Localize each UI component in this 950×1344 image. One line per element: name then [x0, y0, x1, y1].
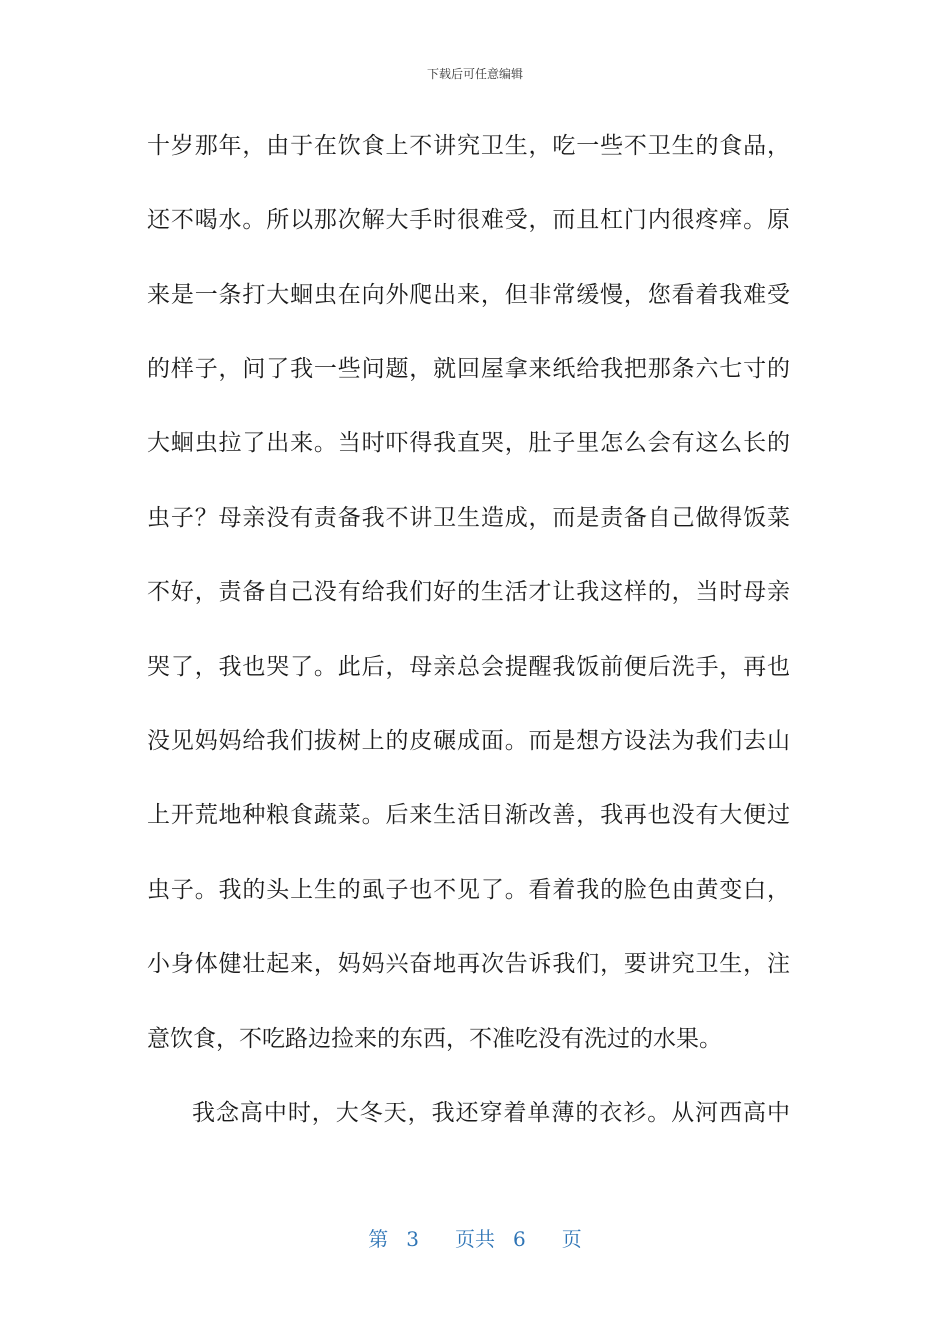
- text-line: 的样子，问了我一些问题，就回屋拿来纸给我把那条六七寸的: [147, 356, 790, 382]
- text-line: 没见妈妈给我们拔树上的皮碾成面。而是想方设法为我们去山: [147, 728, 790, 754]
- text-line: 不好，责备自己没有给我们好的生活才让我这样的，当时母亲: [147, 579, 790, 605]
- text-line-indented: 我念高中时，大冬天，我还穿着单薄的衣衫。从河西高中: [192, 1100, 790, 1126]
- text-line: 小身体健壮起来，妈妈兴奋地再次告诉我们，要讲究卫生，注: [147, 951, 790, 977]
- text-line: 来是一条打大蛔虫在向外爬出来，但非常缓慢，您看着我难受: [147, 282, 790, 308]
- page-suffix: 页: [561, 1227, 582, 1251]
- text-line: 哭了，我也哭了。此后，母亲总会提醒我饭前便后洗手，再也: [147, 654, 790, 680]
- page-number-footer: [0, 1226, 950, 1252]
- text-line: 大蛔虫拉了出来。当时吓得我直哭，肚子里怎么会有这么长的: [147, 430, 790, 456]
- text-line: 还不喝水。所以那次解大手时很难受，而且杠门内很疼痒。原: [147, 207, 790, 233]
- page-header-note: 下载后可任意编辑: [426, 67, 523, 81]
- total-pages-number: 6: [513, 1227, 526, 1251]
- text-line: 虫子。我的头上生的虱子也不见了。看着我的脸色由黄变白，: [147, 877, 790, 903]
- text-line: 上开荒地种粮食蔬菜。后来生活日渐改善，我再也没有大便过: [147, 802, 790, 828]
- page-middle-text: 页共: [455, 1227, 495, 1251]
- text-line: 虫子？母亲没有责备我不讲卫生造成，而是责备自己做得饭菜: [147, 505, 790, 531]
- page-prefix: 第: [368, 1227, 389, 1251]
- text-line: 十岁那年，由于在饮食上不讲究卫生，吃一些不卫生的食品，: [147, 133, 790, 159]
- text-line: 意饮食，不吃路边捡来的东西，不准吃没有洗过的水果。: [147, 1026, 722, 1052]
- current-page-number: 3: [406, 1227, 419, 1251]
